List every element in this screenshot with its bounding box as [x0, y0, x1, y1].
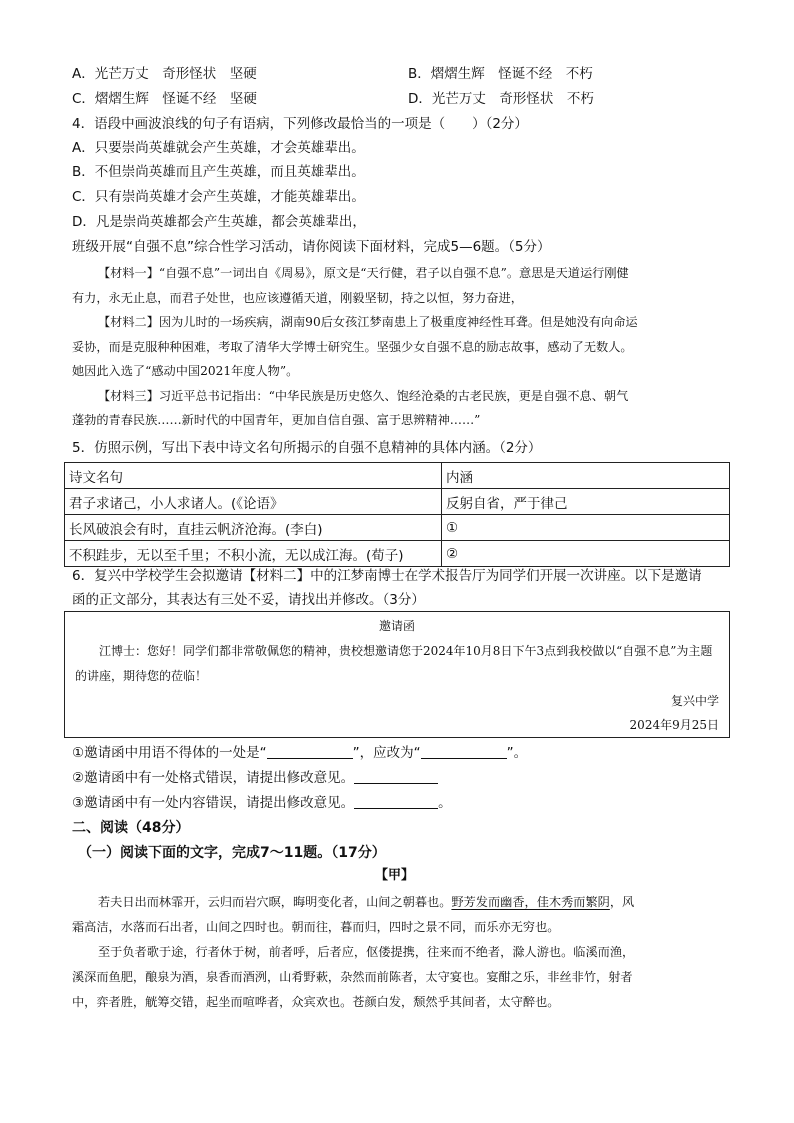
table-cell-quote: 君子求诸己，小人求诸人。(《论语》 — [65, 489, 442, 515]
passage-line: 溪深而鱼肥，酿泉为酒，泉香而酒洌，山肴野蔌，杂然而前陈者，太守宴也。宴酣之乐，非丝非竹，射者 — [72, 970, 633, 984]
material-1-line-2: 有力，永无止息，而君子处世，也应该遵循天道，刚毅坚韧，持之以恒，努力奋进， — [72, 290, 523, 305]
passage-line: 中，弈者胜，觥筹交错，起坐而喧哗者，众宾欢也。苍颜白发，颓然乎其间者，太守醉也。 — [72, 995, 560, 1009]
invitation-letter — [64, 611, 730, 738]
table-row — [65, 489, 730, 515]
answer-blank[interactable] — [267, 744, 353, 759]
q4-stem: 4．语段中画波浪线的句子有语病，下列修改最恰当的一项是（ ）（2分） — [72, 116, 528, 132]
q6-sub-1-text-a: ①邀请函中用语不得体的一处是“ — [72, 745, 267, 761]
passage-text: 若夫日出而林霏开，云归而岩穴暝，晦明变化者，山间之朝暮也。 — [98, 895, 452, 909]
q6-sub-1-text-b: ”，应改为“ — [352, 745, 421, 761]
passage-line: 霜高洁，水落而石出者，山间之四时也。朝而往，暮而归，四时之景不同，而乐亦无穷也。 — [72, 920, 560, 934]
materials-block — [72, 261, 728, 433]
letter-signature: 复兴中学 — [670, 694, 719, 708]
section-2-part-1: （一）阅读下面的文字，完成7～11题。（17分） — [78, 845, 386, 861]
answer-blank[interactable] — [354, 794, 438, 809]
q4-option-b[interactable]: B．不但崇尚英雄而且产生英雄，而且英雄辈出。 — [72, 164, 365, 180]
q3-option-a[interactable]: A．光芒万丈 奇形怪状 坚硬 — [72, 66, 257, 82]
answer-blank[interactable] — [421, 744, 507, 759]
q4-option-a[interactable]: A．只要崇尚英雄就会产生英雄，才会英雄辈出。 — [72, 140, 365, 156]
q4-option-d[interactable]: D．凡是崇尚英雄都会产生英雄，都会英雄辈出， — [72, 214, 366, 230]
section-2-title: 二、阅读（48分） — [72, 820, 190, 836]
table-row — [65, 541, 730, 567]
q6-sub-1 — [72, 743, 527, 763]
passage-underlined-text: 野芳发而幽香，佳木秀而繁阴 — [451, 895, 610, 909]
passage-text: ，风 — [609, 895, 635, 909]
passage-line — [72, 890, 728, 915]
table-cell-meaning[interactable]: ① — [442, 515, 730, 541]
letter-body: 江博士：您好！同学们都非常敬佩您的精神，贵校想邀请您于2024年10月8日下午3点到我校做以“自强不息”为主题的讲座，期待您的莅临！ — [75, 644, 713, 683]
letter-date: 2024年9月25日 — [629, 718, 719, 732]
q6-stem-line-1: 6．复兴中学校学生会拟邀请【材料二】中的江梦南博士在学术报告厅为同学们开展一次讲座。以下是邀请 — [72, 568, 702, 584]
q6-sub-2-text: ②邀请函中有一处格式错误，请提出修改意见。 — [72, 770, 355, 786]
activity-intro: 班级开展“自强不息”综合性学习活动，请你阅读下面材料，完成5—6题。（5分） — [72, 239, 551, 255]
q5-stem: 5．仿照示例，写出下表中诗文名句所揭示的自强不息精神的具体内涵。（2分） — [72, 440, 542, 456]
answer-blank[interactable] — [354, 769, 438, 784]
q6-sub-3 — [72, 793, 452, 813]
q6-sub-3-text: ③邀请函中有一处内容错误，请提出修改意见。 — [72, 795, 355, 811]
classical-passage — [72, 890, 728, 1015]
table-cell-quote: 长风破浪会有时，直挂云帆济沧海。(李白) — [65, 515, 442, 541]
q5-table — [64, 462, 730, 567]
q3-option-d[interactable]: D．光芒万丈 奇形怪状 不朽 — [408, 91, 594, 107]
q4-option-c[interactable]: C．只有崇尚英雄才会产生英雄，才能英雄辈出。 — [72, 189, 365, 205]
material-3-line-1: 【材料三】习近平总书记指出：“中华民族是历史悠久、饱经沧桑的古老民族，更是自强不息、朝气 — [98, 388, 629, 403]
material-2-line-2: 妥协，而是克服种种困难，考取了清华大学博士研究生。坚强少女自强不息的励志故事，感动了无数人。 — [72, 339, 633, 354]
material-2-line-3: 她因此入选了“感动中国2021年度人物”。 — [72, 364, 299, 378]
q6-sub-1-text-c: ”。 — [506, 745, 528, 761]
passage-label-jia: 【甲】 — [375, 868, 415, 883]
material-3-line-2: 蓬勃的青春民族……新时代的中国青年，更加自信自强、富于思辨精神……” — [72, 413, 481, 427]
material-2-line-1: 【材料二】因为儿时的一场疾病，湖南90后女孩江梦南患上了极重度神经性耳聋。但是她没有向命运 — [98, 315, 638, 329]
table-row — [65, 515, 730, 541]
table-cell-meaning: 反躬自省，严于律己 — [442, 489, 730, 515]
table-header-meaning: 内涵 — [442, 463, 730, 489]
material-1-line-1: 【材料一】“自强不息”一词出自《周易》，原文是“天行健，君子以自强不息”。意思是天道运行刚健 — [98, 266, 629, 280]
table-header-quote: 诗文名句 — [65, 463, 442, 489]
table-cell-meaning[interactable]: ② — [442, 541, 730, 567]
q6-sub-2 — [72, 768, 438, 788]
q6-sub-3-end: 。 — [438, 795, 452, 811]
letter-title: 邀请函 — [378, 619, 415, 633]
q6-stem-line-2: 函的正文部分，其表达有三处不妥，请找出并修改。（3分） — [72, 592, 425, 608]
q3-option-b[interactable]: B．熠熠生辉 怪诞不经 不朽 — [408, 66, 593, 82]
table-cell-quote: 不积跬步，无以至千里；不积小流，无以成江海。(荀子) — [65, 541, 442, 567]
passage-line: 至于负者歌于途，行者休于树，前者呼，后者应，伛偻提携，往来而不绝者，滁人游也。临溪而渔， — [98, 945, 635, 959]
table-header-row — [65, 463, 730, 489]
q3-option-c[interactable]: C．熠熠生辉 怪诞不经 坚硬 — [72, 91, 257, 107]
